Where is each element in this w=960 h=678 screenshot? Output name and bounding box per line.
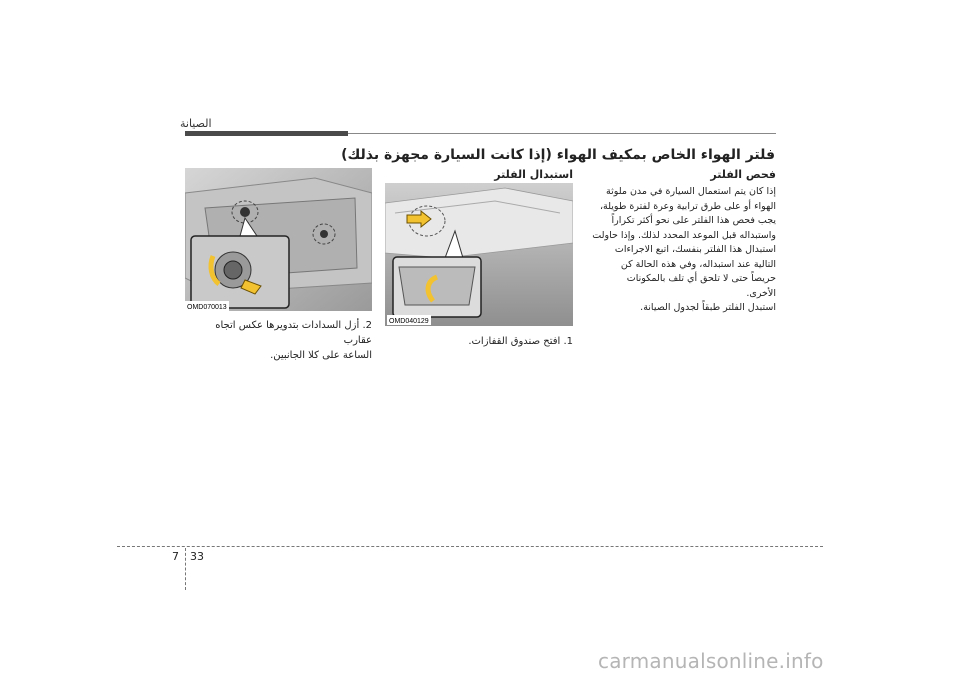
glove-box-figure: [385, 183, 573, 326]
check-line: يجب فحص هذا الفلتر على نحو أكثر تكراراً: [611, 215, 776, 226]
step-2-caption: [185, 318, 372, 363]
header-rule-thin: [348, 133, 776, 134]
step-2-line: 2. أزل السدادات بتدويرها عكس اتجاه عقارب: [215, 320, 372, 346]
step-1-caption: 1. افتح صندوق القفازات.: [468, 336, 573, 347]
check-line: إذا كان يتم استعمال السيارة في مدن ملوثة: [606, 186, 776, 197]
check-line: استبدل الفلتر طبقاً لجدول الصيانة.: [640, 302, 776, 313]
check-line: حريصاً حتى لا تلحق أي تلف بالمكونات: [626, 273, 776, 284]
check-line: الأخرى.: [746, 287, 776, 299]
page-number: 33: [190, 550, 204, 563]
section-title: فلتر الهواء الخاص بمكيف الهواء (إذا كانت السيارة مجهزة بذلك): [341, 147, 775, 163]
check-filter-section: [590, 168, 776, 316]
check-line: التالية عند استبداله، وفي هذه الحالة كن: [620, 258, 776, 270]
footer-divider: [185, 548, 186, 590]
chapter-number: 7: [172, 550, 179, 563]
header-rule-thick: [185, 131, 348, 136]
check-line: الهواء أو على طرق ترابية وعرة لفترة طويلة،: [599, 200, 776, 212]
step-2-line: الساعة على كلا الجانبين.: [270, 350, 372, 361]
check-filter-heading: فحص الفلتر: [710, 168, 776, 181]
stopper-removal-figure: [185, 168, 372, 311]
chapter-header-label: الصيانة: [180, 117, 212, 130]
check-line: استبدال هذا الفلتر بنفسك، اتبع الاجراءات: [614, 244, 776, 255]
watermark: carmanualsonline.info: [598, 649, 824, 673]
check-line: واستبداله قبل الموعد المحدد لذلك. وإذا حاولت: [592, 229, 776, 241]
replace-filter-heading: استبدال الفلتر: [494, 168, 573, 181]
figure-code: OMD070013: [187, 304, 227, 311]
figure-code: OMD040129: [389, 318, 429, 325]
footer-rule: [117, 546, 823, 547]
